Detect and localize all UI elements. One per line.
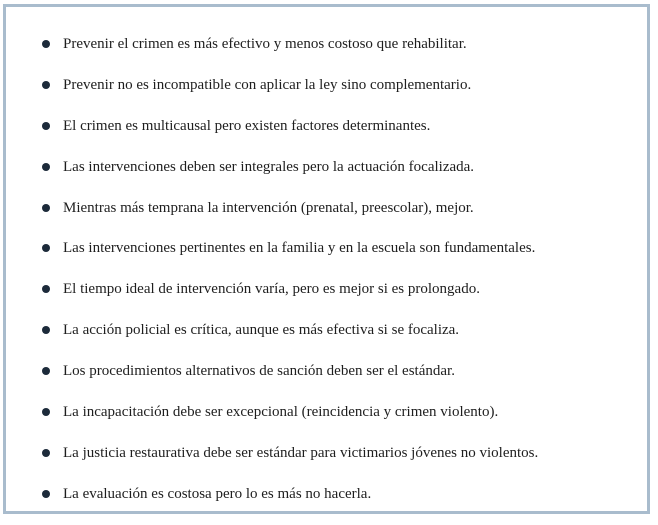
bullet-icon (42, 163, 50, 171)
list-item (6, 157, 647, 198)
list-item-text: La justicia restaurativa debe ser estándar para victimarios jóvenes no violentos. (63, 444, 539, 461)
list-item (6, 75, 647, 116)
bullet-list (6, 34, 647, 525)
list-item-text: El crimen es multicausal pero existen factores determinantes. (63, 117, 431, 134)
list-item-text: Prevenir el crimen es más efectivo y menos costoso que rehabilitar. (63, 36, 467, 52)
bordered-box (3, 4, 650, 514)
list-item-text: La acción policial es crítica, aunque es más efectiva si se focaliza. (63, 322, 460, 339)
list-item (6, 238, 647, 279)
bullet-icon (42, 326, 50, 334)
bullet-icon (42, 449, 50, 457)
list-item-text: Las intervenciones pertinentes en la familia y en la escuela son fundamentales. (63, 240, 536, 257)
bullet-icon (42, 408, 50, 416)
bullet-icon (42, 122, 50, 130)
list-item-text: La evaluación es costosa pero lo es más no hacerla. (63, 485, 372, 502)
list-item (6, 320, 647, 361)
list-item (6, 34, 647, 75)
list-item-text: La incapacitación debe ser excepcional (reincidencia y crimen violento). (63, 404, 499, 421)
list-item (6, 279, 647, 320)
list-item (6, 116, 647, 157)
list-item-text: El tiempo ideal de intervención varía, pero es mejor si es prolongado. (63, 281, 480, 298)
bullet-icon (42, 244, 50, 252)
list-item (6, 198, 647, 239)
bullet-icon (42, 204, 50, 212)
bullet-icon (42, 490, 50, 498)
list-item-text: Prevenir no es incompatible con aplicar la ley sino complementario. (63, 76, 472, 93)
list-item (6, 484, 647, 525)
list-item-text: Mientras más temprana la intervención (prenatal, preescolar), mejor. (63, 199, 474, 216)
bullet-icon (42, 367, 50, 375)
list-item (6, 361, 647, 402)
bullet-icon (42, 40, 50, 48)
list-item (6, 443, 647, 484)
bullet-icon (42, 285, 50, 293)
list-item-text: Los procedimientos alternativos de sanción deben ser el estándar. (63, 363, 455, 380)
bullet-icon (42, 81, 50, 89)
list-item (6, 402, 647, 443)
list-item-text: Las intervenciones deben ser integrales pero la actuación focalizada. (63, 158, 475, 175)
